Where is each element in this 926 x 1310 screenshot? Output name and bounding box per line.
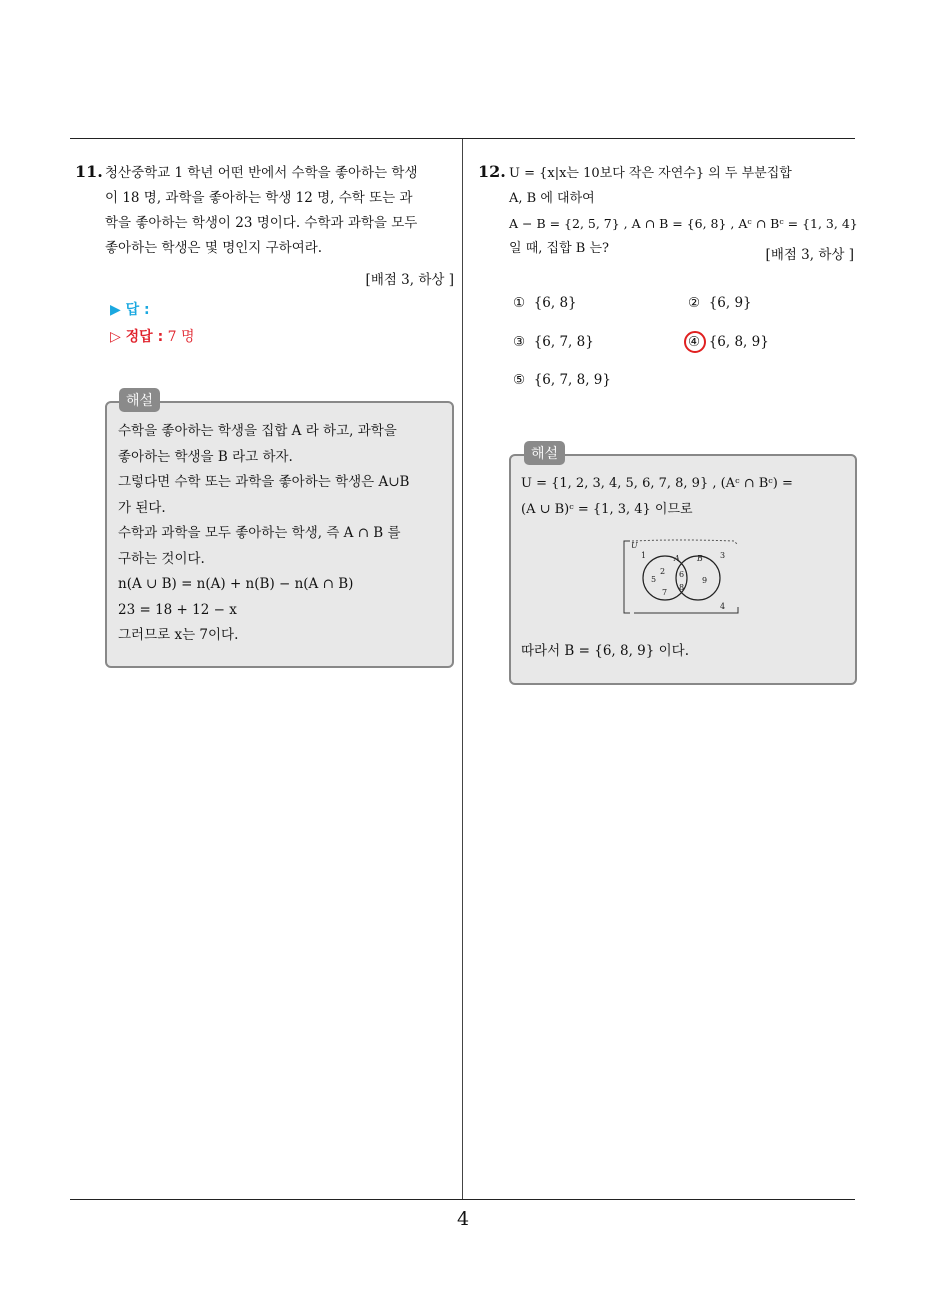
venn-intersection-6: 6 [679,570,685,579]
venn-intersection-8: 8 [679,583,685,592]
question-11-line: 좋아하는 학생은 몇 명인지 구하여라. [105,240,323,256]
venn-outside-1: 1 [641,551,647,560]
explanation-line: U = {1, 2, 3, 4, 5, 6, 7, 8, 9} , (Aᶜ ∩ Bᶜ) = [521,476,793,491]
question-11-line: 이 18 명, 과학을 좋아하는 학생 12 명, 수학 또는 과 [105,190,413,206]
explanation-line: 구하는 것이다. [118,550,205,567]
venn-diagram [620,537,744,617]
question-12-number: 12. [478,162,506,181]
choice-2-text: {6, 9} [708,295,752,311]
venn-a-label: A [674,554,680,563]
choice-4-text: {6, 8, 9} [708,334,769,350]
explanation-line: 수학과 과학을 모두 좋아하는 학생, 즉 A ∩ B 를 [118,525,401,541]
explanation-conclusion-12: 따라서 B = {6, 8, 9} 이다. [521,643,690,659]
choice-4[interactable] [688,334,769,350]
question-11-line: 학을 좋아하는 학생이 23 명이다. 수학과 과학을 모두 [105,215,418,231]
choice-1[interactable] [513,295,577,311]
answer-input-label[interactable]: ▶ 답 : [110,302,150,318]
question-11-text [105,161,455,261]
explanation-tag-12: 해설 [524,441,565,465]
venn-universe-left-bracket [624,541,630,613]
choice-3-mark: ③ [513,334,526,350]
venn-a-only-5: 5 [651,575,657,584]
choice-4-mark: ④ [688,334,701,350]
page-number: 4 [456,1208,470,1230]
venn-a-only-7: 7 [662,588,668,597]
explanation-text-12 [521,471,851,522]
explanation-line: n(A ∪ B) = n(A) + n(B) − n(A ∩ B) [118,576,354,592]
question-12-line: A − B = {2, 5, 7} , A ∩ B = {6, 8} , Aᶜ ∩ Bᶜ = {1, 3, 4} [509,216,858,231]
venn-b-label: B [697,554,703,563]
choice-5-text: {6, 7, 8, 9} [533,372,611,388]
correct-answer [110,326,195,346]
choice-5-mark: ⑤ [513,372,526,388]
venn-b-only-9: 9 [702,576,708,585]
choice-1-text: {6, 8} [533,295,577,311]
explanation-text-11 [118,419,448,649]
explanation-line: 가 된다. [118,499,166,516]
explanation-tag-11: 해설 [119,388,160,412]
explanation-line: 23 = 18 + 12 − x [118,601,237,618]
venn-universe-top-border [632,540,738,545]
choice-3[interactable] [513,334,594,350]
explanation-line: 그렇다면 수학 또는 과학을 좋아하는 학생은 A∪B [118,474,410,490]
bottom-rule [70,1199,855,1200]
venn-u-label: U [631,541,638,550]
column-divider [462,139,463,1199]
venn-outside-3: 3 [720,551,726,560]
explanation-line: 그러므로 x는 7이다. [118,627,239,643]
venn-a-only-2: 2 [660,567,666,576]
choice-2-mark: ② [688,295,701,311]
question-11-line: 청산중학교 1 학년 어떤 반에서 수학을 좋아하는 학생 [105,165,418,181]
choice-5[interactable] [513,372,611,388]
correct-answer-unit: 명 [181,329,195,345]
question-12-score: [배점 3, 하상 ] [765,247,854,263]
question-11-number: 11. [75,162,103,181]
question-12-line: 일 때, 집합 B 는? [509,241,609,256]
choice-3-text: {6, 7, 8} [533,334,594,350]
question-12-line: A, B 에 대하여 [509,191,595,206]
question-12-line: U = {x|x는 10보다 작은 자연수} 의 두 부분집합 [509,166,792,181]
explanation-line: 좋아하는 학생을 B 라고 하자. [118,448,293,465]
choice-1-mark: ① [513,295,526,311]
explanation-line: 수학을 좋아하는 학생을 집합 A 라 하고, 과학을 [118,423,397,439]
explanation-line: (A ∪ B)ᶜ = {1, 3, 4} 이므로 [521,501,693,517]
correct-answer-value: 7 [167,329,177,345]
venn-outside-4: 4 [720,602,726,611]
choice-2[interactable] [688,295,752,311]
question-11-score: [배점 3, 하상 ] [365,272,454,288]
correct-answer-label: ▷ 정답 : [110,329,164,345]
